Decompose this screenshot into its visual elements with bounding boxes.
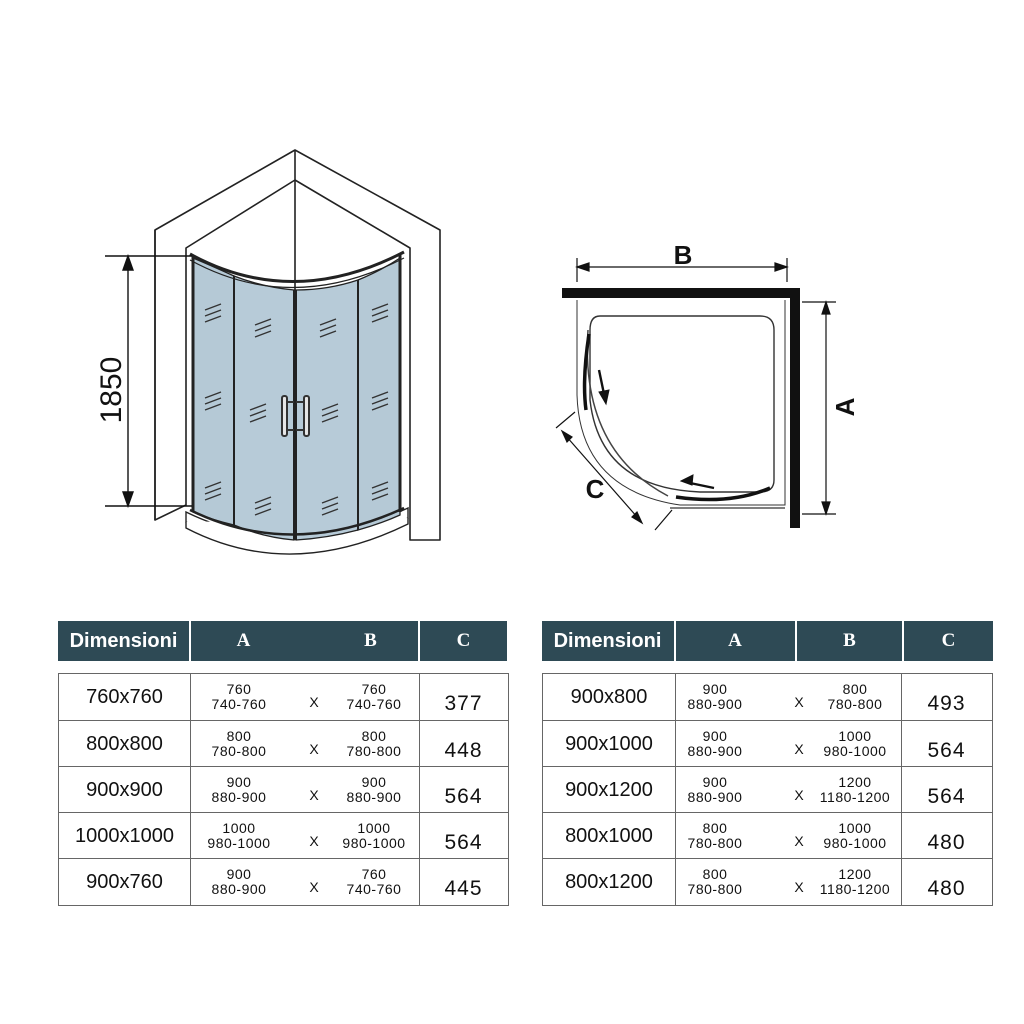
size-cell: 800x1200 (565, 871, 653, 893)
a-range: 880-900 (687, 696, 743, 712)
table-row (543, 812, 992, 859)
x-separator: X (794, 833, 804, 849)
a-nominal: 800 (702, 820, 728, 836)
b-range: 780-800 (346, 743, 402, 759)
a-range: 780-800 (687, 835, 743, 851)
b-cell (815, 859, 895, 913)
c-cell: 480 (927, 831, 966, 854)
a-nominal: 900 (702, 774, 728, 790)
b-nominal: 800 (361, 728, 387, 744)
b-nominal: 760 (361, 681, 387, 697)
x-separator: X (309, 694, 319, 710)
b-nominal: 800 (842, 681, 868, 697)
table-row (59, 720, 508, 767)
c-cell: 564 (927, 739, 966, 762)
x-separator: X (309, 741, 319, 757)
table-row (543, 674, 992, 720)
dimension-c-label: C (585, 474, 605, 504)
x-separator: X (794, 787, 804, 803)
b-nominal: 760 (361, 866, 387, 882)
a-range: 880-900 (687, 743, 743, 759)
a-cell (675, 859, 755, 913)
header-b: B (843, 630, 856, 651)
a-nominal: 800 (702, 866, 728, 882)
a-nominal: 900 (226, 774, 252, 790)
table-row (59, 858, 508, 905)
dimension-b-label: B (673, 240, 693, 270)
size-cell: 800x1000 (565, 825, 653, 847)
size-cell: 800x800 (86, 733, 163, 755)
b-range: 980-1000 (823, 835, 887, 851)
c-cell: 564 (444, 785, 483, 808)
header-c: C (941, 630, 956, 651)
a-nominal: 760 (226, 681, 252, 697)
b-range: 1180-1200 (819, 881, 891, 897)
b-nominal: 1000 (838, 820, 872, 836)
a-range: 780-800 (687, 881, 743, 897)
c-cell: 480 (927, 877, 966, 900)
x-separator: X (794, 879, 804, 895)
table-row (543, 858, 992, 905)
x-separator: X (309, 833, 319, 849)
table-2-header (542, 621, 993, 661)
a-range: 980-1000 (207, 835, 271, 851)
table-1-header (58, 621, 507, 661)
header-dimensioni: Dimensioni (69, 630, 178, 652)
table-row (543, 720, 992, 767)
size-cell: 760x760 (86, 686, 163, 708)
glass-panels (190, 252, 404, 540)
b-range: 740-760 (346, 881, 402, 897)
size-cell: 900x1000 (565, 733, 653, 755)
b-cell (334, 859, 414, 913)
b-nominal: 1000 (357, 820, 391, 836)
b-nominal: 1200 (838, 774, 872, 790)
table-row (59, 812, 508, 859)
b-range: 780-800 (827, 696, 883, 712)
table-2-body (542, 673, 993, 906)
x-separator: X (309, 787, 319, 803)
table-row (59, 674, 508, 720)
b-nominal: 900 (361, 774, 387, 790)
height-label: 1850 (95, 356, 128, 424)
c-cell: 448 (444, 739, 483, 762)
b-nominal: 1000 (838, 728, 872, 744)
a-range: 880-900 (687, 789, 743, 805)
x-separator: X (794, 694, 804, 710)
a-nominal: 900 (702, 728, 728, 744)
a-cell (199, 859, 279, 913)
a-nominal: 1000 (222, 820, 256, 836)
size-cell: 900x800 (570, 686, 648, 708)
a-range: 880-900 (211, 789, 267, 805)
size-cell: 900x1200 (565, 779, 653, 801)
c-cell: 564 (927, 785, 966, 808)
b-range: 980-1000 (342, 835, 406, 851)
x-separator: X (794, 741, 804, 757)
b-range: 740-760 (346, 696, 402, 712)
header-a: A (728, 630, 742, 651)
table-1-body (58, 673, 509, 906)
b-nominal: 1200 (838, 866, 872, 882)
a-range: 740-760 (211, 696, 267, 712)
size-cell: 900x760 (86, 871, 163, 893)
x-separator: X (309, 879, 319, 895)
b-range: 880-900 (346, 789, 402, 805)
size-cell: 1000x1000 (75, 825, 174, 847)
c-cell: 377 (444, 692, 483, 715)
table-row (543, 766, 992, 813)
dimension-a-label: A (830, 397, 860, 417)
header-a: A (236, 630, 251, 651)
header-b: B (364, 630, 377, 651)
header-dimensioni: Dimensioni (553, 630, 662, 652)
a-range: 880-900 (211, 881, 267, 897)
a-nominal: 800 (226, 728, 252, 744)
table-row (59, 766, 508, 813)
b-range: 1180-1200 (819, 789, 891, 805)
c-cell: 493 (927, 692, 966, 715)
header-c: C (456, 630, 471, 651)
size-cell: 900x900 (86, 779, 163, 801)
c-cell: 564 (444, 831, 483, 854)
a-nominal: 900 (226, 866, 252, 882)
a-nominal: 900 (702, 681, 728, 697)
b-range: 980-1000 (823, 743, 887, 759)
c-cell: 445 (444, 877, 483, 900)
a-range: 780-800 (211, 743, 267, 759)
